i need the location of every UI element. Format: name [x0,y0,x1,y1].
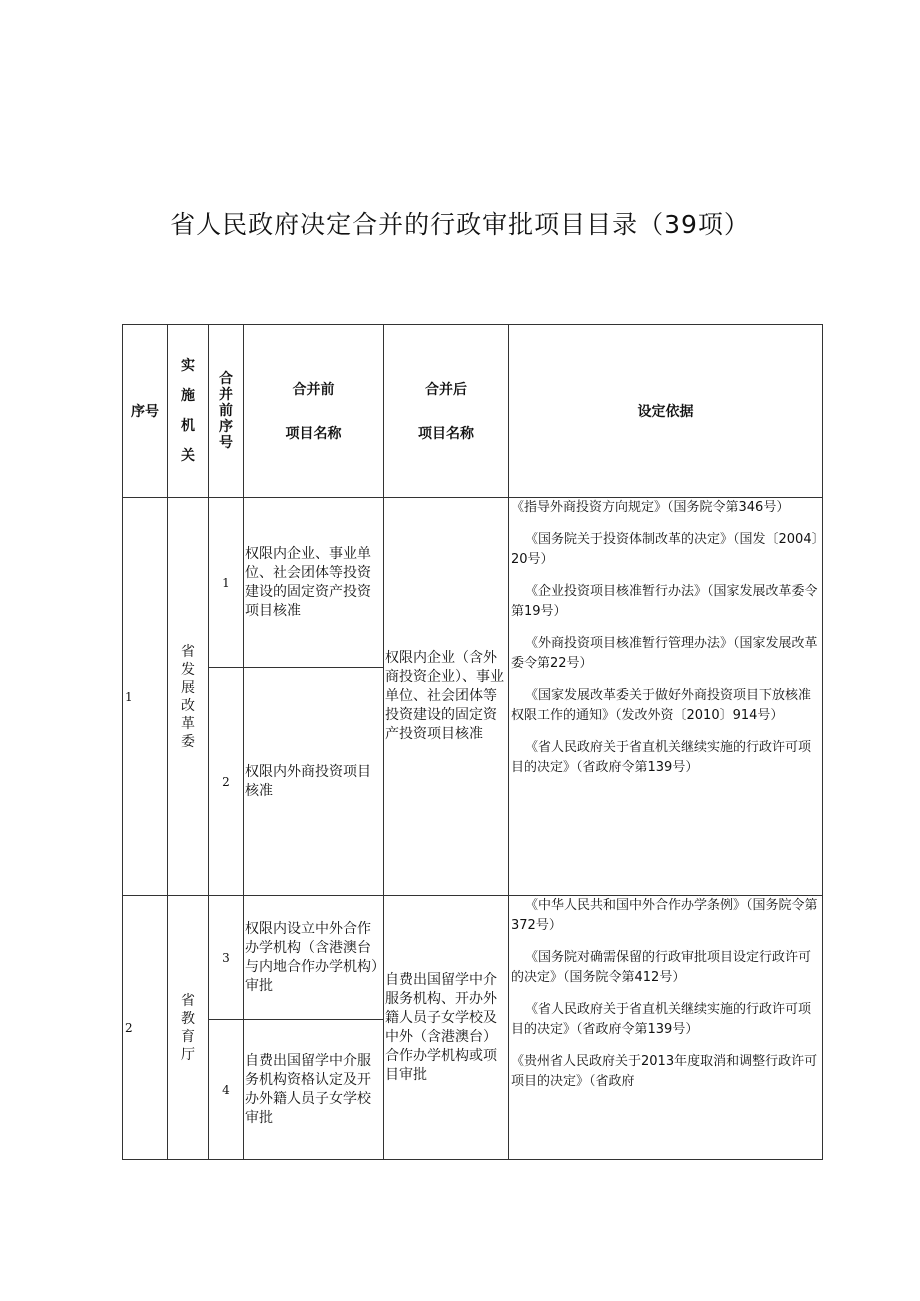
header-basis: 设定依据 [509,325,823,498]
document-title: 省人民政府决定合并的行政审批项目目录（39项） [170,210,750,239]
row-agency: 省 教 育 厅 [168,896,209,1160]
basis-entry: 《企业投资项目核准暂行办法》（国家发展改革委令第19号） [511,584,818,619]
pre-seq: 4 [209,1020,244,1160]
row-agency: 省 发 展 改 革 委 [168,498,209,896]
header-pre-name: 合并前 项目名称 [244,325,384,498]
row-seq: 2 [123,896,168,1160]
header-pre-seq: 合 并 前 序 号 [209,325,244,498]
row-seq: 1 [123,498,168,896]
header-post-name: 合并后 项目名称 [384,325,509,498]
post-item-name: 自费出国留学中介服务机构、开办外籍人员子女学校及中外（含港澳台）合作办学机构或项目审批 [384,896,509,1160]
header-seq: 序号 [123,325,168,498]
approval-items-table [122,324,823,1160]
basis-entry: 《国家发展改革委关于做好外商投资项目下放核准权限工作的通知》（发改外资〔2010〕914号） [511,688,812,723]
basis-entry: 《贵州省人民政府关于2013年度取消和调整行政许可项目的决定》（省政府 [511,1054,818,1089]
basis-entry: 《省人民政府关于省直机关继续实施的行政许可项目的决定》（省政府令第139号） [511,740,812,775]
header-row [123,325,823,498]
basis-cell [509,498,823,896]
post-item-name: 权限内企业（含外商投资企业）、事业单位、社会团体等投资建设的固定资产投资项目核准 [384,498,509,896]
table-row [123,896,823,1020]
pre-item-name: 权限内企业、事业单位、社会团体等投资建设的固定资产投资项目核准 [244,498,384,668]
pre-seq: 1 [209,498,244,668]
basis-cell [509,896,823,1160]
basis-entry: 《国务院关于投资体制改革的决定》（国发〔2004〕20号） [511,532,819,567]
table-row [123,498,823,668]
basis-entry: 《中华人民共和国中外合作办学条例》（国务院令第372号） [511,898,818,933]
basis-entry: 《国务院对确需保留的行政审批项目设定行政许可的决定》（国务院令第412号） [511,950,812,985]
basis-entry: 《指导外商投资方向规定》（国务院令第346号） [511,500,790,515]
basis-entry: 《省人民政府关于省直机关继续实施的行政许可项目的决定》（省政府令第139号） [511,1002,812,1037]
pre-seq: 2 [209,668,244,896]
basis-entry: 《外商投资项目核准暂行管理办法》（国家发展改革委令第22号） [511,636,818,671]
pre-seq: 3 [209,896,244,1020]
pre-item-name: 权限内设立中外合作办学机构（含港澳台与内地合作办学机构）审批 [244,896,384,1020]
pre-item-name: 权限内外商投资项目核准 [244,668,384,896]
pre-item-name: 自费出国留学中介服务机构资格认定及开办外籍人员子女学校审批 [244,1020,384,1160]
header-agency: 实 施 机 关 [168,325,209,498]
